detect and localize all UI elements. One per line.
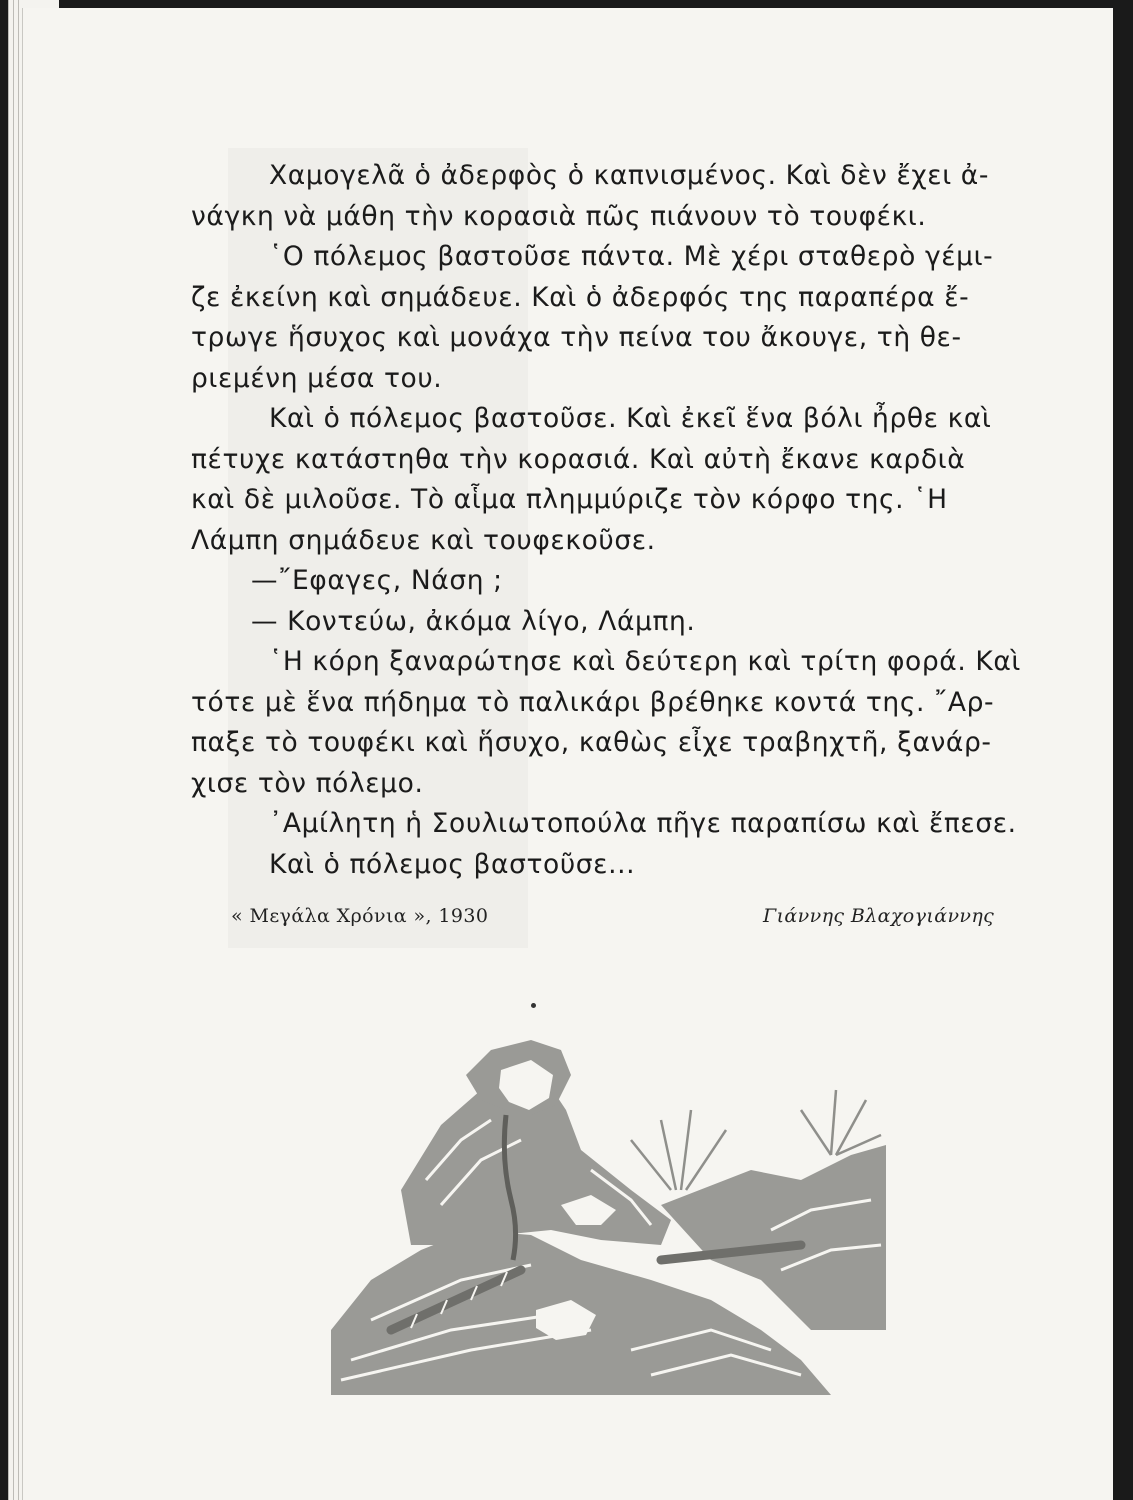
text-line: τρωγε ἥσυχος καὶ μονάχα τὴν πείνα του ἄκουγε, τὴ θε- [191,322,962,353]
text-line: παξε τὸ τουφέκι καὶ ἥσυχο, καθὼς εἶχε τραβηχτῆ, ξανάρ- [191,727,992,758]
text-line: Καὶ ὁ πόλεμος βαστοῦσε... [269,848,636,880]
citation-author: Γιάννης Βλαχογιάννης [763,905,995,927]
text-line: χισε τὸν πόλεμο. [191,767,424,799]
text-line: Χαμογελᾶ ὁ ἀδερφὸς ὁ καπνισμένος. Καὶ δὲν ἔχει ἀ- [269,160,990,191]
story-text [191,156,1056,885]
text-line: ῾Ο πόλεμος βαστοῦσε πάντα. Μὲ χέρι σταθερὸ γέμι- [269,241,994,272]
book-page [22,8,1113,1500]
ink-speck [531,1003,536,1008]
text-line: ζε ἐκείνη καὶ σημάδευε. Καὶ ὁ ἀδερφός της παραπέρα ἔ- [191,281,970,313]
text-line: ῾Η κόρη ξαναρώτησε καὶ δεύτερη καὶ τρίτη φορά. Καὶ [269,646,1021,677]
text-line: πέτυχε κατάστηθα τὴν κορασιά. Καὶ αὐτὴ ἔκανε καρδιὰ [191,443,966,475]
text-line: Καὶ ὁ πόλεμος βαστοῦσε. Καὶ ἐκεῖ ἕνα βόλι ἦρθε καὶ [269,403,992,434]
citation-source: « Μεγάλα Χρόνια », 1930 [231,905,489,927]
text-line: —῎Εφαγες, Νάση ; [251,565,503,596]
woodcut-illustration [331,1030,886,1395]
text-line: καὶ δὲ μιλοῦσε. Τὸ αἷμα πλημμύριζε τὸν κόρφο της. ῾Η [191,484,948,515]
text-line: ᾿Αμίλητη ἡ Σουλιωτοπούλα πῆγε παραπίσω καὶ ἔπεσε. [269,808,1017,839]
text-line: ριεμένη μέσα του. [191,362,443,394]
text-line: — Κοντεύω, ἀκόμα λίγο, Λάμπη. [251,605,696,637]
woodcut-illustration-icon [331,1030,886,1395]
text-line: Λάμπη σημάδευε καὶ τουφεκοῦσε. [191,524,656,556]
text-line: τότε μὲ ἕνα πήδημα τὸ παλικάρι βρέθηκε κοντά της. ῎Αρ- [191,686,995,718]
text-line: νάγκη νὰ μάθη τὴν κορασιὰ πῶς πιάνουν τὸ τουφέκι. [191,200,927,232]
